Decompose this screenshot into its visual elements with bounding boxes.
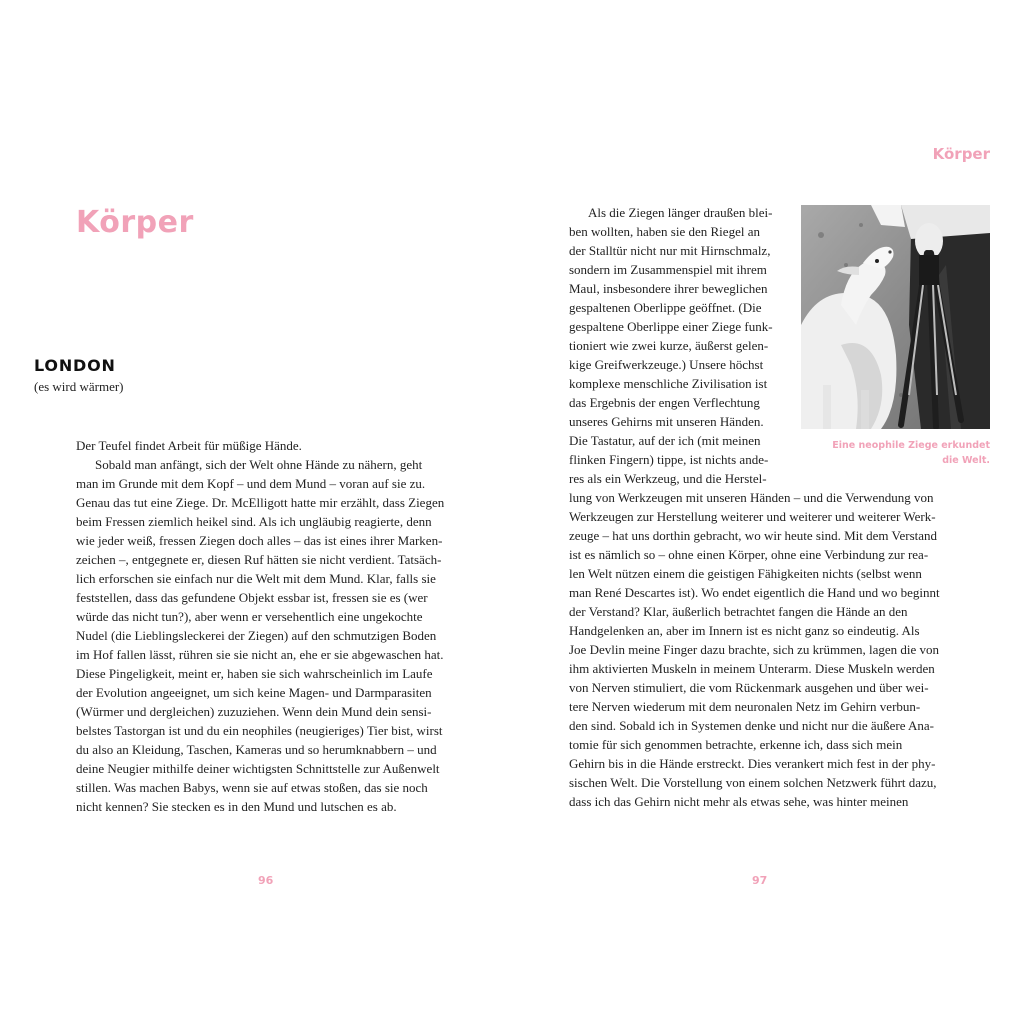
body-line: ist es nämlich so – ohne einen Körper, ohne eine Verbindung zur rea- [569, 547, 929, 562]
body-line: tomie für sich genommen betrachte, erkenne ich, dass sich mein [569, 737, 903, 752]
body-line: Die Tastatur, auf der ich (mit meinen [569, 433, 761, 448]
section-title: LONDON [34, 356, 116, 375]
body-line: gespaltenen Oberlippe geöffnet. (Die [569, 300, 762, 315]
body-line: stillen. Was machen Babys, wenn sie auf etwas stoßen, das sie noch [76, 780, 428, 795]
body-line: Gehirn bis in die Hände erstreckt. Dies verankert mich fest in der phy- [569, 756, 936, 771]
body-line: flinken Fingern) tippe, ist nichts ande- [569, 452, 769, 467]
body-line: ben wollten, haben sie den Riegel an [569, 224, 760, 239]
caption-line: Eine neophile Ziege erkundet [832, 440, 990, 451]
caption-line: die Welt. [942, 455, 990, 466]
body-line: man René Descartes ist). Wo endet eigentlich die Hand und wo beginnt [569, 585, 940, 600]
body-line: zeichen –, entgegnete er, diesen Ruf hätten sie nicht verdient. Tatsäch- [76, 552, 442, 567]
body-line: sischen Welt. Die Vorstellung von einem solchen Netzwerk führt dazu, [569, 775, 937, 790]
body-line: der Stalltür nicht nur mit Hirnschmalz, [569, 243, 771, 258]
chapter-title: Körper [76, 205, 194, 240]
body-line: (Würmer und dergleichen) zuzuziehen. Wenn dein Mund dein sensi- [76, 704, 432, 719]
body-line: lung von Werkzeugen mit unseren Händen – und die Verwendung von [569, 490, 934, 505]
body-line: gespaltene Oberlippe einer Ziege funk- [569, 319, 773, 334]
body-line: zeuge – hat uns dorthin gebracht, wo wir heute sind. Mit dem Verstand [569, 528, 938, 543]
body-line: deine Neugier mithilfe deiner wichtigsten Schnittstelle zur Außenwelt [76, 761, 440, 776]
body-line: Werkzeugen zur Herstellung weiterer und weiterer und weiterer Werk- [569, 509, 936, 524]
body-line: ihm aktivierten Muskeln in meinem Unterarm. Diese Muskeln werden [569, 661, 935, 676]
body-line: Maul, insbesondere ihrer beweglichen [569, 281, 768, 296]
body-line: sondern im Zusammenspiel mit ihrem [569, 262, 767, 277]
body-line: Nudel (die Lieblingsleckerei der Ziegen) auf den schmutzigen Boden [76, 628, 437, 643]
body-line: len Welt nützen einem die geistigen Fähigkeiten nichts (selbst wenn [569, 566, 922, 581]
body-line: man im Grunde mit dem Kopf – und dem Mund – voran auf sie zu. [76, 476, 426, 491]
body-line: kige Greifwerkzeuge.) Unsere höchst [569, 357, 764, 372]
body-line: komplexe menschliche Zivilisation ist [569, 376, 768, 391]
body-line: nicht kennen? Sie stecken es in den Mund und lutschen es ab. [76, 799, 397, 814]
goat-photo [801, 205, 990, 429]
body-line: dass ich das Gehirn nicht mehr als etwas sehe, was hinter meinen [569, 794, 909, 809]
body-line: Genau das tut eine Ziege. Dr. McElligott hatte mir erzählt, dass Ziegen [76, 495, 445, 510]
body-line: im Hof fallen lässt, rühren sie sie nicht an, ehe er sie abgewaschen hat. [76, 647, 444, 662]
section-subtitle: (es wird wärmer) [34, 379, 124, 394]
body-line: den sind. Sobald ich in Systemen denke und nicht nur die äußere Ana- [569, 718, 935, 733]
body-line: Als die Ziegen länger draußen blei- [588, 205, 773, 220]
page-number-left: 96 [258, 874, 274, 887]
body-line: Joe Devlin meine Finger dazu brachte, sich zu krümmen, lagen die von [569, 642, 940, 657]
body-line: du also an Kleidung, Taschen, Kameras und so herumknabbern – und [76, 742, 437, 757]
body-line: feststellen, dass das gefundene Objekt essbar ist, fressen sie es (wer [76, 590, 428, 605]
body-line: tere Nerven wiederum mit dem neuronalen Netz im Gehirn verbun- [569, 699, 921, 714]
body-line: wie jeder weiß, fressen Ziegen doch alles – das ist eines ihrer Marken- [76, 533, 443, 548]
body-line: der Verstand? Klar, äußerlich betrachtet fangen die Hände an den [569, 604, 908, 619]
body-line: der Evolution angeeignet, um sich keine Magen- und Darmparasiten [76, 685, 432, 700]
body-line: Der Teufel findet Arbeit für müßige Hände. [76, 438, 302, 453]
body-line: von Nerven stimuliert, die vom Rückenmark ausgehen und über wei- [569, 680, 929, 695]
body-line: beim Fressen ziemlich heikel sind. Als ich ungläubig reagierte, denn [76, 514, 432, 529]
body-line: tioniert wie zwei kurze, äußerst gelen- [569, 338, 769, 353]
photo-caption [790, 438, 990, 468]
body-line: das Ergebnis der engen Verflechtung [569, 395, 760, 410]
page-number-right: 97 [752, 874, 768, 887]
body-line: Sobald man anfängt, sich der Welt ohne Hände zu nähern, geht [95, 457, 423, 472]
body-line: belstes Tastorgan ist und du ein neophiles (neugieriges) Tier bist, wirst [76, 723, 443, 738]
body-line: lich erforschen sie einfach nur die Welt mit dem Mund. Klar, falls sie [76, 571, 436, 586]
body-line: Diese Pingeligkeit, meint er, haben sie sich wahrscheinlich im Laufe [76, 666, 433, 681]
body-line: Handgelenken an, aber im Innern ist es nicht ganz so eindeutig. Als [569, 623, 920, 638]
body-line: würde das nicht tun?), aber wenn er versehentlich eine ungekochte [76, 609, 423, 624]
running-head: Körper [932, 145, 990, 163]
body-line: unseres Gehirns mit unseren Händen. [569, 414, 764, 429]
body-line: res als ein Werkzeug, und die Herstel- [569, 471, 767, 486]
